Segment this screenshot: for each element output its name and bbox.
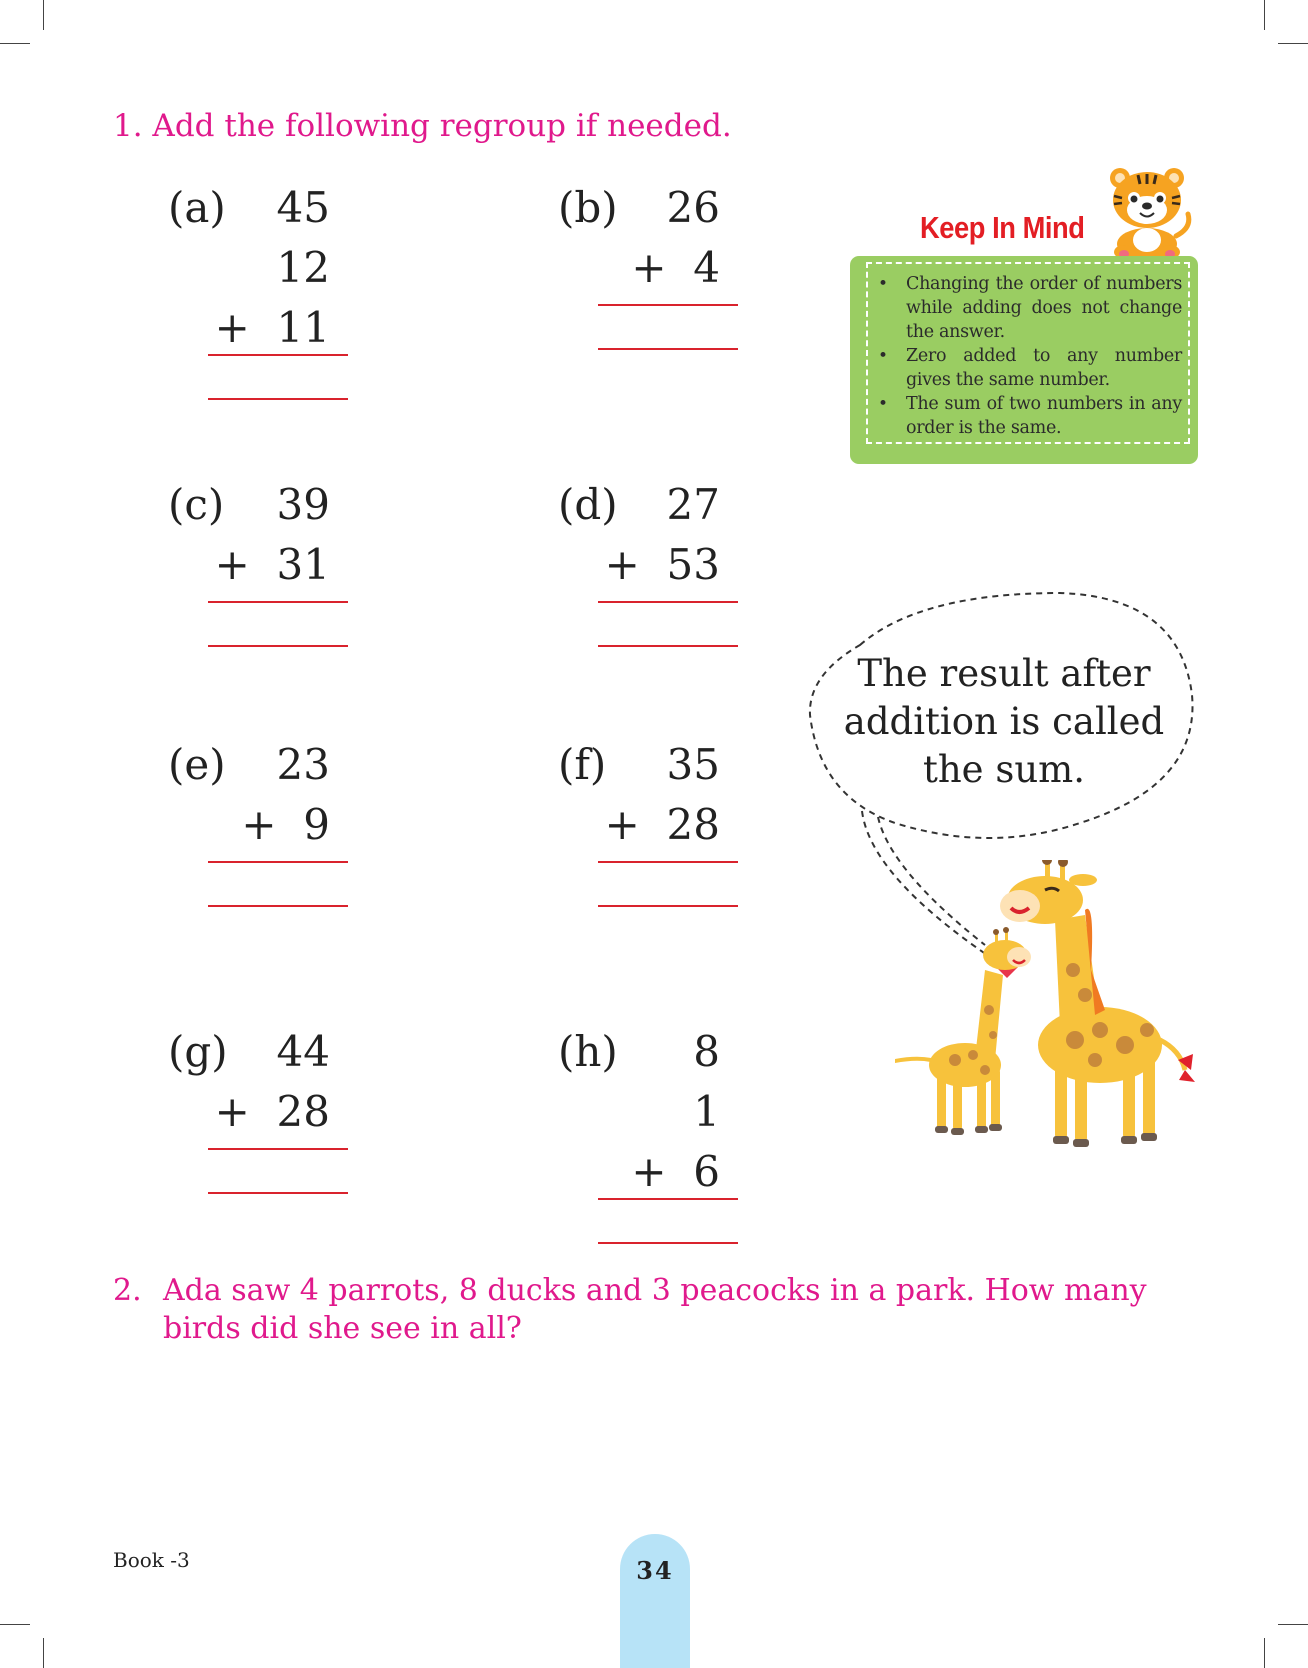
addend: 35 [666, 740, 720, 789]
keep-in-mind-list [868, 272, 1182, 440]
sum-line-top [598, 1198, 738, 1200]
answer-line[interactable] [598, 645, 738, 647]
sum-line-top [208, 861, 348, 863]
tiger-icon [1102, 166, 1192, 262]
problem-label: (g) [168, 1027, 228, 1076]
keep-in-mind-item: • Changing the order of numbers while adding does not change the answer. [868, 272, 1182, 344]
problem-f [558, 735, 738, 915]
question-2-text: Ada saw 4 parrots, 8 ducks and 3 peacocks in a park. How many birds did she see in all? [163, 1273, 1147, 1346]
problem-label: (e) [168, 740, 226, 789]
problem-label: (c) [168, 480, 225, 529]
book-label: Book -3 [113, 1548, 190, 1572]
addend: + 9 [241, 800, 330, 849]
keep-in-mind-item: • Zero added to any number gives the same number. [868, 344, 1182, 392]
sum-line-top [208, 601, 348, 603]
addend: 44 [276, 1027, 330, 1076]
question-2-number: 2. [113, 1273, 142, 1308]
sum-line-top [598, 304, 738, 306]
problem-label: (f) [558, 740, 607, 789]
addend: 12 [276, 243, 330, 292]
addend: + 31 [214, 540, 330, 589]
crop-mark-bottom-right-h [1278, 1624, 1308, 1625]
keep-in-mind-dashed-border [866, 262, 1190, 444]
problem-g [168, 1022, 348, 1202]
sum-line-top [208, 1148, 348, 1150]
question-1-instruction: 1. Add the following regroup if needed. [113, 108, 732, 144]
addend: 23 [276, 740, 330, 789]
addend: 27 [666, 480, 720, 529]
keep-in-mind-title: Keep In Mind [920, 210, 1085, 245]
speech-bubble-line: addition is called [843, 700, 1165, 743]
keep-in-mind-item: • The sum of two numbers in any order is the same. [868, 392, 1182, 440]
addend: 45 [276, 183, 330, 232]
problem-label: (a) [168, 183, 226, 232]
crop-mark-bottom-left-h [0, 1624, 30, 1625]
addend: + 53 [604, 540, 720, 589]
speech-bubble-line: the sum. [922, 748, 1086, 791]
addend: + 4 [631, 243, 720, 292]
problem-h [558, 1022, 738, 1262]
speech-bubble-text [830, 650, 1178, 794]
keep-in-mind-box [850, 256, 1198, 464]
answer-line[interactable] [208, 398, 348, 400]
problem-a [168, 178, 348, 418]
addend: + 11 [214, 303, 330, 352]
addend: 8 [693, 1027, 720, 1076]
problem-e [168, 735, 348, 915]
answer-line[interactable] [208, 1192, 348, 1194]
crop-mark-top-right-v [1264, 0, 1265, 30]
question-2 [113, 1272, 1203, 1348]
answer-line[interactable] [598, 1242, 738, 1244]
problem-d [558, 475, 738, 655]
sum-line-top [598, 601, 738, 603]
addend: 39 [276, 480, 330, 529]
crop-mark-top-left-v [43, 0, 44, 30]
problem-b [558, 178, 738, 358]
crop-mark-top-right-h [1278, 43, 1308, 44]
problem-c [168, 475, 348, 655]
answer-line[interactable] [598, 905, 738, 907]
answer-line[interactable] [208, 905, 348, 907]
page-number: 34 [636, 1556, 674, 1585]
giraffes-illustration [895, 860, 1215, 1150]
addend: + 28 [604, 800, 720, 849]
addend: + 28 [214, 1087, 330, 1136]
addend: 26 [666, 183, 720, 232]
speech-bubble-line: The result after [857, 652, 1151, 695]
page-number-tab [620, 1534, 690, 1668]
problem-label: (b) [558, 183, 618, 232]
sum-line-top [208, 354, 348, 356]
crop-mark-bottom-right-v [1264, 1638, 1265, 1668]
crop-mark-top-left-h [0, 43, 30, 44]
problem-label: (h) [558, 1027, 618, 1076]
sum-line-top [598, 861, 738, 863]
addend: 1 [693, 1087, 720, 1136]
answer-line[interactable] [208, 645, 348, 647]
crop-mark-bottom-left-v [43, 1638, 44, 1668]
addend: + 6 [631, 1147, 720, 1196]
problem-label: (d) [558, 480, 618, 529]
answer-line[interactable] [598, 348, 738, 350]
